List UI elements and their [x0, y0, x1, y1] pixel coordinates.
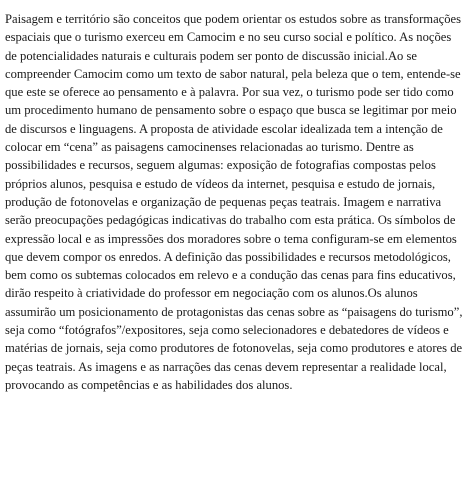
body-paragraph: Paisagem e território são conceitos que podem orientar os estudos sobre as transformações espaciais que o turismo exerceu em Camocim e no seu curso social e político. As noções de potencialidades naturais e culturais podem ser ponto de discussão inicial.Ao se compreender Camocim como um texto de sabor natural, pela beleza que o tem, entende-se que este se oferece ao pensamento e à palavra. Por sua vez, o turismo pode ser tido como um procedimento humano de pensamento sobre o espaço que busca se legitimar por meio de discursos e linguagens. A proposta de atividade escolar idealizada tem a intenção de colocar em “cena” as paisagens camocinenses relacionadas ao turismo. Dentre as possibilidades e recursos, seguem algumas: exposição de fotografias compostas pelos próprios alunos, pesquisa e estudo de vídeos da internet, pesquisa e estudo de jornais, produção de fotonovelas e organização de pequenas peças teatrais. Imagem e narrativa serão preocupações pedagógicas indicativas do trabalho com esta prática. Os símbolos de expressão local e as impressões dos moradores sobre o tema configuram-se em elementos que devem compor os enredos. A definição das possibilidades e recursos metodológicos, bem como os subtemas colocados em relevo e a condução das cenas para fins educativos, dirão respeito à criatividade do professor em negociação com os alunos.Os alunos assumirão um posicionamento de protagonistas das cenas sobre as “paisagens do turismo”, seja como “fotógrafos”/expositores, seja como selecionadores e debatedores de vídeos e matérias de jornais, seja como produtores de fotonovelas, seja como produtores e atores de peças teatrais. As imagens e as narrações das cenas devem representar a realidade local, provocando as competências e as habilidades dos alunos.	[5, 12, 463, 392]
